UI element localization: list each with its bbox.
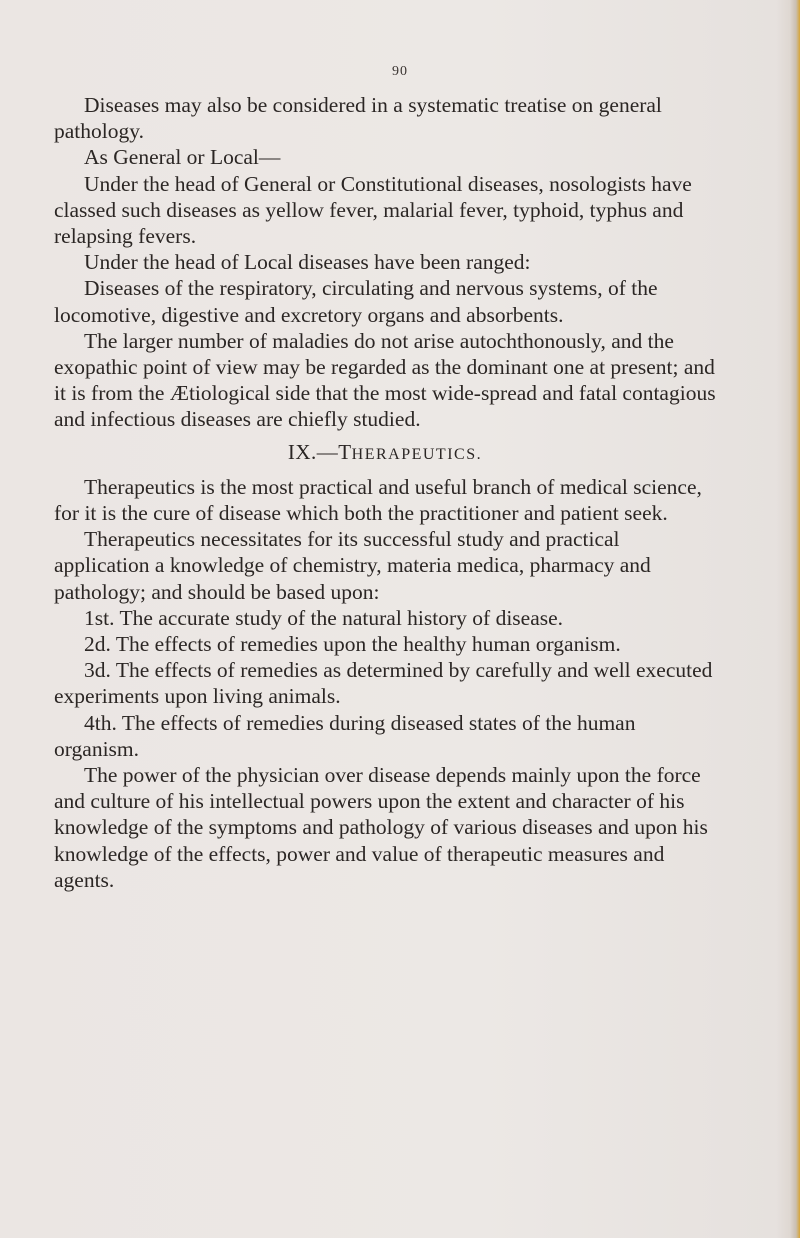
paragraph-7: Therapeutics is the most practical and useful branch of medical science, for it is the cure of disease which both the practitioner and patient seek. [54,474,702,526]
paragraph-11: 3d. The effects of remedies as determined by carefully and well executed experiments upon living animals. [54,658,713,709]
paragraph-6: The larger number of maladies do not arise autochthonously, and the exopathic point of view may be regarded as the dominant one at present; and it is from the Ætiological side that the most wide-spread and fatal contagious and infectious diseases are chiefly studied. [54,328,716,432]
paragraph-4: Under the head of Local diseases have been ranged: [84,250,531,275]
paragraph-1: Diseases may also be considered in a systematic treatise on general pathology. [54,93,662,144]
paragraph-8: Therapeutics necessitates for its successful study and practical application a knowledge of chemistry, materia medica, pharmacy and pathology; and should be based upon: [54,527,651,604]
page-edge [790,0,800,1238]
paragraph-3: Under the head of General or Constitutional diseases, nosologists have classed such diseases as yellow fever, malarial fever, typhoid, typhus and relapsing fevers. [54,171,692,249]
paragraph-10: 2d. The effects of remedies upon the healthy human organism. [84,632,621,657]
paragraph-9: 1st. The accurate study of the natural history of disease. [84,605,564,630]
section-heading [54,439,716,468]
section-heading-title: HERAPEUTICS. [351,445,483,463]
paragraph-12: 4th. The effects of remedies during diseased states of the human organism. [54,710,636,761]
paragraph-2: As General or Local— [84,145,281,170]
page-text [54,92,716,893]
paragraph-13: The power of the physician over disease depends mainly upon the force and culture of his intellectual powers upon the extent and character of his knowledge of the symptoms and pathology of various diseases and upon his knowledge of the effects, power and value of therapeutic measures and agents. [54,763,708,892]
page-number: 90 [392,64,408,79]
paragraph-5: Diseases of the respiratory, circulating and nervous systems, of the locomotive, digestive and excretory organs and absorbents. [54,276,658,327]
section-heading-numeral: IX.—T [287,439,352,464]
